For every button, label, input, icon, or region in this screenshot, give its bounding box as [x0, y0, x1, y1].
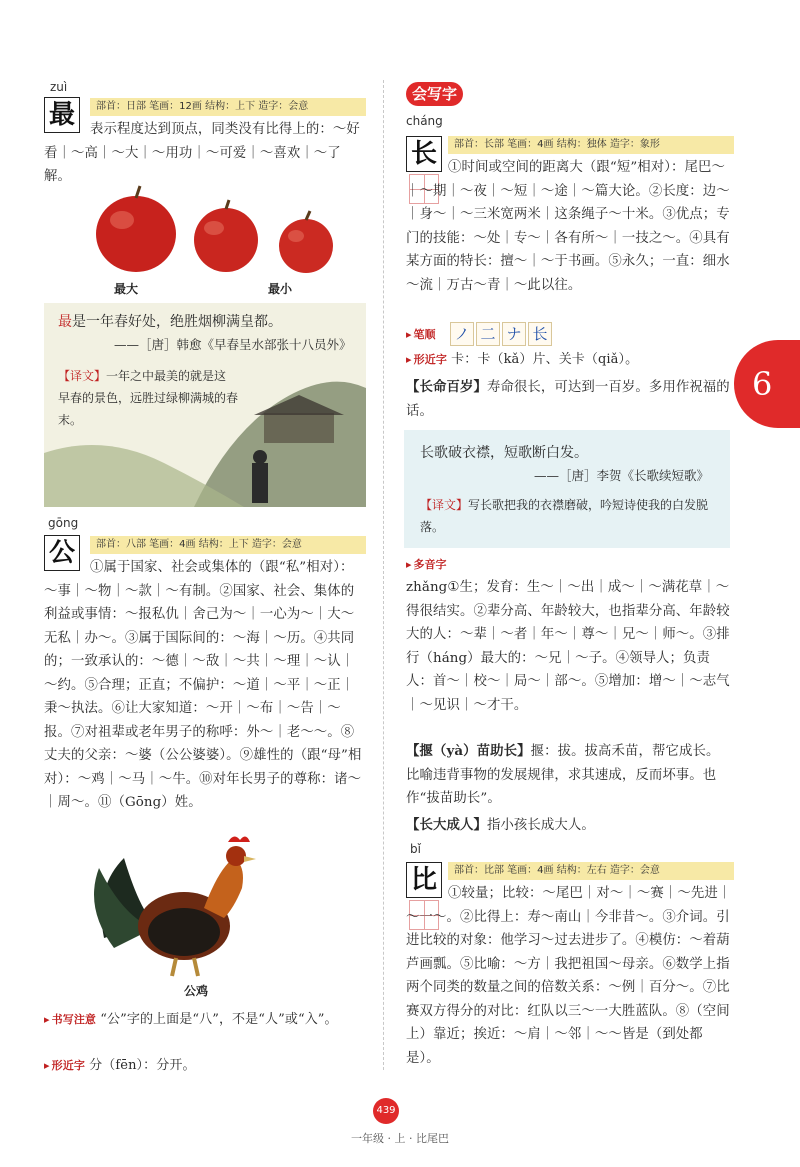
- idiom-term: 【长大成人】: [406, 817, 487, 833]
- entry-character: 公: [44, 535, 80, 571]
- entry-pinyin: bǐ: [410, 842, 421, 856]
- translation-text: 写长歌把我的衣襟磨破，吟短诗使我的白发脱落。: [420, 498, 709, 534]
- idiom-entry: [406, 740, 732, 811]
- entry-definition: ①时间或空间的距离大（跟“短”相对）：尾巴～｜～期｜～夜｜～短｜～途｜～篇大论。②长度：边～｜身～｜～三米宽两米｜这条绳子～十米。③优点；专门的技能：～处｜专～｜各有所～｜一技之～。④具有某方面的特长：擅～｜～于书画。⑤永久；一直：细水～流｜万古～青｜～此以往。: [406, 160, 730, 293]
- entry-definition: ①属于国家、社会或集体的（跟“私”相对）：～事｜～物｜～款｜～有制。②国家、社会、集体的利益或事情：～报私仇｜舍己为～｜一心为～｜大～无私｜办～。③属于国际间的：～海｜～历。④共同的；一致承认的：～德｜～敌｜～共｜～理｜～认｜～约。⑤合理；正直；不偏护：～道｜～平｜～正｜秉～执法。⑥让大家知道：～开｜～布｜～告｜～报。⑦对祖辈或老年男子的称呼：外～｜老～～。⑧丈夫的父亲：～婆（公公婆婆）。⑨雄性的（跟“母”相对）：～鸡｜～马｜～牛。⑩对年长男子的尊称：诸～｜周～。⑪（Gōng）姓。: [44, 560, 362, 810]
- entry-meta: 部首：比部 笔画：4画 结构：左右 造字：会意: [448, 862, 734, 880]
- similar-char: [406, 348, 732, 372]
- chapter-tab[interactable]: 6: [734, 340, 800, 428]
- caption-biggest: 最大: [114, 282, 139, 296]
- stroke-order: [406, 322, 732, 346]
- translation-text: 一年之中最美的就是这早春的景色，远胜过绿柳满城的春末。: [58, 369, 239, 427]
- apple-medium: [194, 200, 258, 272]
- similar-text: 卡：卡（kǎ）片、关卡（qiǎ）。: [451, 352, 639, 367]
- entry-character: 最: [44, 97, 80, 133]
- footer-subtitle: 一年级 · 上 · 比尾巴: [351, 1132, 449, 1145]
- translation-tag: 【译文】: [58, 369, 107, 383]
- writing-note: [44, 1008, 366, 1032]
- entry-pinyin: gōng: [48, 516, 79, 530]
- stroke-step-3: ナ: [502, 322, 526, 346]
- caption-rooster: 公鸡: [184, 984, 209, 998]
- entry-meta: 部首：八部 笔画：4画 结构：上下 造字：会意: [90, 536, 366, 554]
- entry-definition: ①较量；比较：～尾巴｜对～｜～赛｜～先进｜～一～。②比得上：寿～南山｜今非昔～。③介词。引进比较的对象：他学习～过去进步了。④模仿：～着葫芦画瓢。⑤比喻：～方｜我把祖国～母亲。⑥数学上指两个同类的数量之间的倍数关系：～例｜百分～。⑦比赛双方得分的对比：红队以三～一大胜蓝队。⑧（空间上）靠近；挨近：～肩｜～邻｜～～皆是（到处都是）。: [406, 886, 732, 1066]
- entry-definition: 表示程度达到顶点，同类没有比得上的：～好看｜～高｜～大｜～用功｜～可爱｜～喜欢｜～了解。: [44, 122, 360, 184]
- idiom-entry: [406, 814, 732, 838]
- entry-meta: 部首：日部 笔画：12画 结构：上下 造字：会意: [90, 98, 366, 116]
- entry-pinyin: zuì: [50, 80, 68, 94]
- entry-pinyin: cháng: [406, 114, 443, 128]
- caption-smallest: 最小: [268, 282, 293, 296]
- poem-line: 最是一年春好处，绝胜烟柳满皇都。: [58, 314, 282, 330]
- apple-large: [96, 186, 176, 272]
- section-title: 会写字: [406, 82, 463, 106]
- idiom-term: 【长命百岁】: [406, 379, 487, 395]
- idiom-text: 揠：拔。拔高禾苗，帮它成长。比喻违背事物的发展规律，求其速成，反而坏事。也作“拔苗助长”。: [406, 744, 720, 806]
- apple-small: [279, 211, 333, 273]
- poem-source: ——［唐］韩愈《早春呈水部张十八员外》: [114, 337, 352, 352]
- poem-line-text: 是一年春好处，绝胜烟柳满皇都。: [72, 314, 282, 330]
- polyphone-definition: zhǎng①生；发育：生～｜～出｜成～｜～满花草｜～得很结实。②辈分高、年龄较大，也指辈分高、年龄较大的人：～辈｜～者｜年～｜尊～｜兄～｜师～。③排行（háng）最大的：～兄｜～子。④领导人；负责人：首～｜校～｜局～｜部～。⑤增加：增～｜～志气｜～见识｜～才干。: [406, 580, 730, 713]
- polyphone-label: ▸ 多音字: [406, 556, 447, 572]
- entry-character: 长: [406, 136, 442, 172]
- poem-translation: [58, 365, 238, 431]
- translation-tag: 【译文】: [420, 498, 469, 512]
- apples-illustration: [84, 184, 354, 276]
- idiom-term: 【揠（yà）苗助长】: [406, 743, 531, 759]
- similar-label: ▸ 形近字: [406, 353, 447, 366]
- idiom-text: 寿命很长，可达到一百岁。多用作祝福的话。: [406, 380, 730, 419]
- poem-box: [44, 303, 366, 507]
- entry-meta: 部首：长部 笔画：4画 结构：独体 造字：象形: [448, 136, 734, 154]
- poem-box: [404, 430, 730, 548]
- poem-source: ——［唐］李贺《长歌续短歌》: [534, 468, 710, 483]
- poem-line-text: 长歌破衣襟，短歌断白发。: [420, 445, 588, 461]
- entry-character: 比: [406, 862, 442, 898]
- writing-note-text: “公”字的上面是“八”，不是“人”或“入”。: [100, 1012, 338, 1027]
- similar-char: [44, 1054, 366, 1078]
- similar-text: 分（fēn）：分开。: [89, 1058, 196, 1073]
- idiom-text: 指小孩长成大人。: [486, 818, 595, 833]
- idiom-entry: [406, 376, 732, 423]
- page-number: 439: [373, 1098, 399, 1124]
- stroke-step-2: 二: [476, 322, 500, 346]
- similar-label: ▸ 形近字: [44, 1059, 85, 1072]
- rooster-illustration: [84, 828, 274, 978]
- stroke-step-1: ノ: [450, 322, 474, 346]
- writing-note-label: ▸ 书写注意: [44, 1013, 96, 1026]
- stroke-order-label: ▸ 笔顺: [406, 326, 436, 342]
- column-divider: [383, 80, 384, 1070]
- stroke-step-4: 长: [528, 322, 552, 346]
- poem-translation: [420, 494, 720, 538]
- poem-line: [420, 442, 588, 462]
